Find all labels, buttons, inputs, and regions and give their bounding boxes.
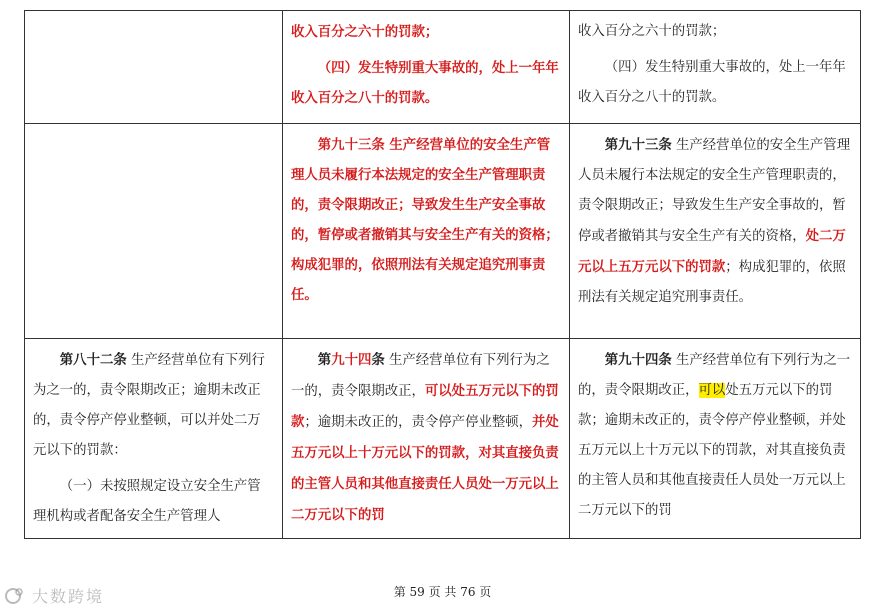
old-law-cell [25, 124, 283, 339]
article-number: 第八十二条 [59, 352, 127, 368]
added-penalty-text: 处二万元以上五万元以下的罚款 [578, 228, 846, 275]
draft-article-93 [291, 130, 561, 310]
highlighted-text: 可以 [698, 383, 726, 398]
draft-cell [283, 124, 570, 339]
new-article-93 [578, 130, 852, 313]
new-article-94 [578, 345, 852, 526]
article-text: 生产经营单位的安全生产管理人员未履行本法规定的安全生产管理职责的，责令限期改正；导致发生生产安全事故的，暂停或者撤销其与安全生产有关的资格， [578, 138, 851, 244]
old-law-cell [25, 339, 283, 539]
old-law-cell [25, 11, 283, 124]
added-penalty-text-2: 并处五万元以上十万元以下的罚款，对其直接负责的主管人员和其他直接责任人员处一万元以上二万元以下的罚 [291, 414, 559, 523]
article-text: 生产经营单位有下列行为之一的，责令限期改正， [578, 353, 851, 398]
article-text: 生产经营单位有下列行为之一的，责令限期改正， [291, 353, 550, 399]
watermark [4, 584, 104, 607]
new-paragraph: （四）发生特别重大事故的，处上一年年收入百分之八十的罚款。 [578, 60, 846, 105]
draft-cell [283, 339, 570, 539]
article-text-tail: 处五万元以下的罚款；逾期未改正的，责令停产停业整顿，并处五万元以上十万元以下的罚款，对其直接负责的主管人员和其他直接责任人员处一万元以上二万元以下的罚 [578, 383, 846, 518]
old-item-1: （一）未按照规定设立安全生产管理机构或者配备安全生产管理人 [33, 479, 261, 524]
article-text-mid: ；逾期未改正的，责令停产停业整顿， [304, 415, 533, 430]
old-article-82 [33, 345, 274, 466]
draft-paragraph: （四）发生特别重大事故的，处上一年年收入百分之八十的罚款。 [291, 60, 559, 106]
table-row [25, 339, 861, 539]
page-number: 第 59 页 共 76 页 [393, 585, 492, 599]
draft-line: 收入百分之六十的罚款； [291, 24, 439, 40]
article-text: 生产经营单位的安全生产管理人员未履行本法规定的安全生产管理职责的，责令限期改正；导致发生生产安全事故的，暂停或者撤销其与安全生产有关的资格；构成犯罪的，依照刑法有关规定追究刑事责任。 [291, 137, 559, 303]
new-line: 收入百分之六十的罚款； [578, 24, 726, 39]
article-suffix: 条 [371, 352, 385, 368]
draft-article-94 [291, 345, 561, 531]
article-number-changed: 九十四 [331, 352, 372, 368]
new-law-cell [570, 124, 861, 339]
new-law-cell [570, 11, 861, 124]
draft-cell [283, 11, 570, 124]
article-text: 生产经营单位有下列行为之一的，责令限期改正；逾期未改正的，责令停产停业整顿，可以并处二万元以下的罚款： [33, 353, 265, 458]
watermark-text: 大数跨境 [32, 587, 105, 606]
new-law-cell [570, 339, 861, 539]
table-row [25, 11, 861, 124]
article-number: 第九十三条 [317, 137, 385, 153]
watermark-logo-icon [4, 586, 26, 606]
comparison-table [24, 10, 861, 539]
table-row [25, 124, 861, 339]
added-penalty-text: 可以处五万元以下的罚款 [291, 383, 559, 430]
article-number: 第九十三条 [604, 137, 672, 153]
article-text-tail: ；构成犯罪的，依照刑法有关规定追究刑事责任。 [578, 260, 846, 305]
article-prefix: 第 [317, 352, 332, 368]
article-number: 第九十四条 [604, 352, 672, 368]
